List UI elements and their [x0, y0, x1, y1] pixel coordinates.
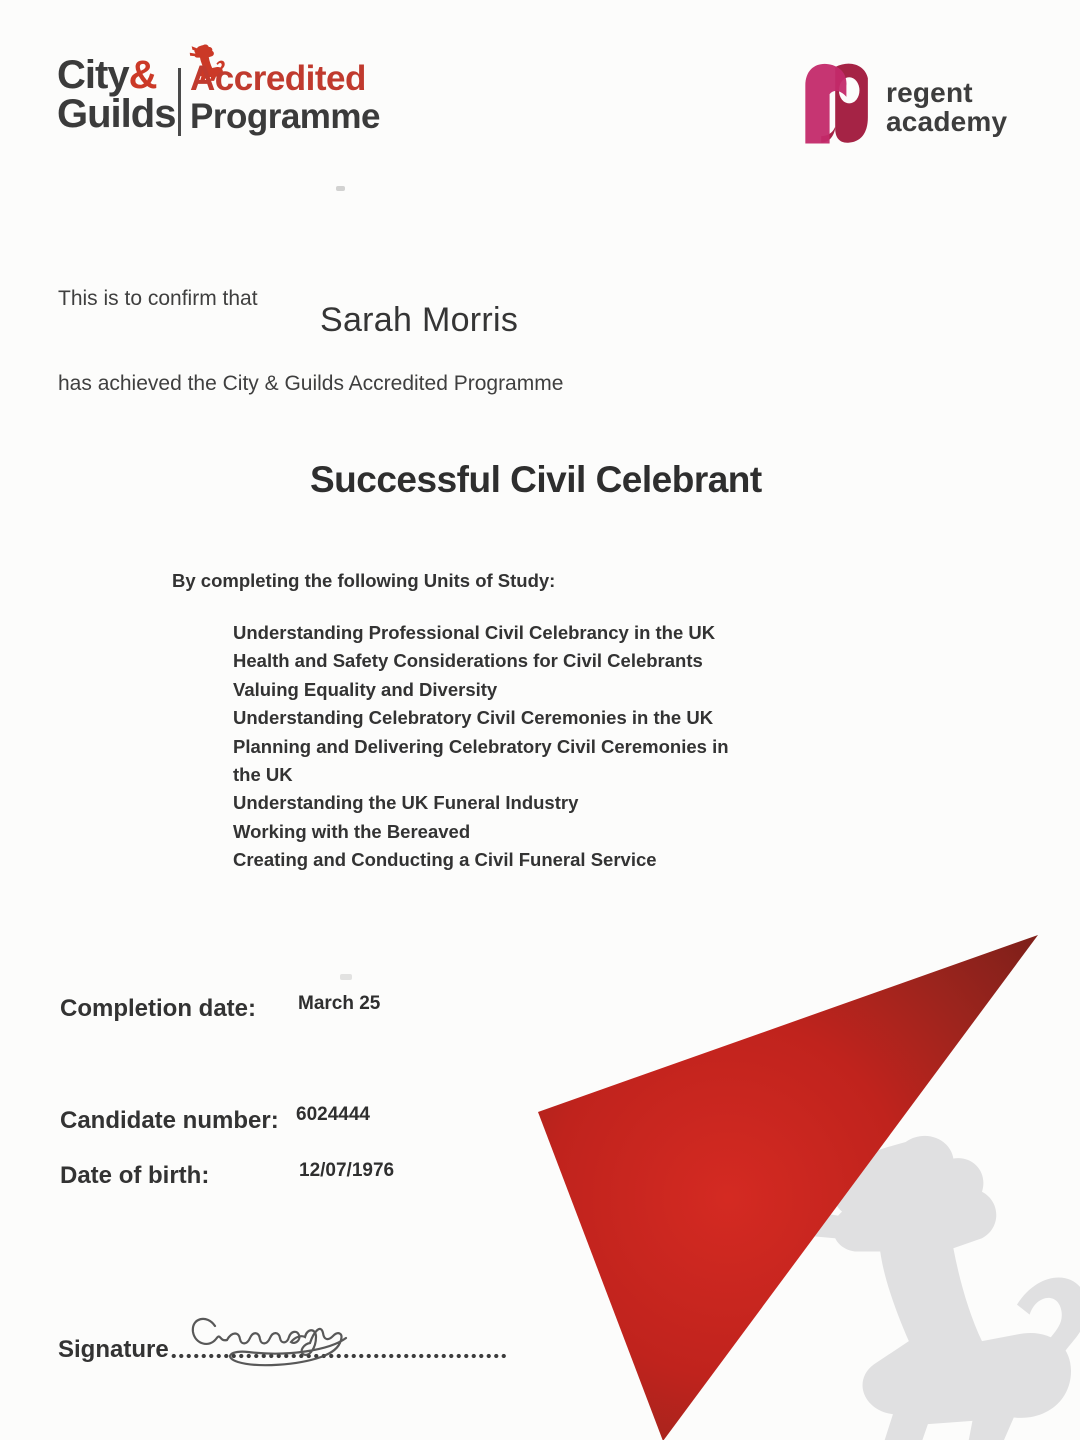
date-of-birth-value: 12/07/1976 — [299, 1160, 395, 1181]
academy-text: academy — [886, 106, 1008, 137]
completion-date-value: March 25 — [298, 993, 381, 1014]
signature-scribble — [183, 1306, 363, 1386]
recipient-name: Sarah Morris — [320, 301, 519, 339]
confirm-text: This is to confirm that — [58, 287, 258, 310]
list-item: Valuing Equality and Diversity — [233, 678, 498, 700]
accredited-programme-wordmark — [190, 60, 380, 136]
city-guilds-logo — [57, 53, 381, 136]
ampersand-text: & — [128, 53, 157, 97]
guilds-text: Guilds — [57, 92, 176, 136]
list-item: Understanding the UK Funeral Industry — [233, 792, 579, 814]
date-of-birth-label: Date of birth: — [60, 1162, 210, 1189]
completion-date-label: Completion date: — [60, 995, 256, 1022]
regent-text: regent — [886, 77, 973, 108]
list-item: Planning and Delivering Celebratory Civil Ceremonies in the UK — [233, 735, 729, 786]
list-item: Creating and Conducting a Civil Funeral Service — [233, 849, 657, 871]
achieved-text: has achieved the City & Guilds Accredited Programme — [58, 372, 564, 395]
candidate-number-label: Candidate number: — [60, 1107, 279, 1134]
programme-title: Successful Civil Celebrant — [310, 459, 762, 500]
accredited-text: Accredited — [190, 59, 366, 98]
signature-label: Signature — [58, 1336, 169, 1363]
candidate-number-value: 6024444 — [296, 1104, 370, 1125]
red-ribbon-triangle — [530, 928, 1080, 1440]
city-text: City — [57, 53, 129, 97]
list-item: Health and Safety Considerations for Civil Celebrants — [233, 650, 703, 672]
list-item: Working with the Bereaved — [233, 820, 471, 842]
list-item: Understanding Celebratory Civil Ceremonies in the UK — [233, 707, 714, 729]
units-of-study-list — [233, 619, 738, 875]
units-intro: By completing the following Units of Study: — [172, 570, 556, 591]
programme-text: Programme — [190, 97, 381, 136]
regent-academy-monogram-icon — [796, 56, 880, 148]
scan-artifact — [336, 186, 345, 191]
logo-divider — [178, 68, 181, 136]
city-guilds-wordmark — [57, 53, 381, 136]
regent-academy-wordmark — [886, 78, 1007, 136]
scan-artifact — [340, 974, 352, 980]
list-item: Understanding Professional Civil Celebrancy in the UK — [233, 622, 716, 643]
